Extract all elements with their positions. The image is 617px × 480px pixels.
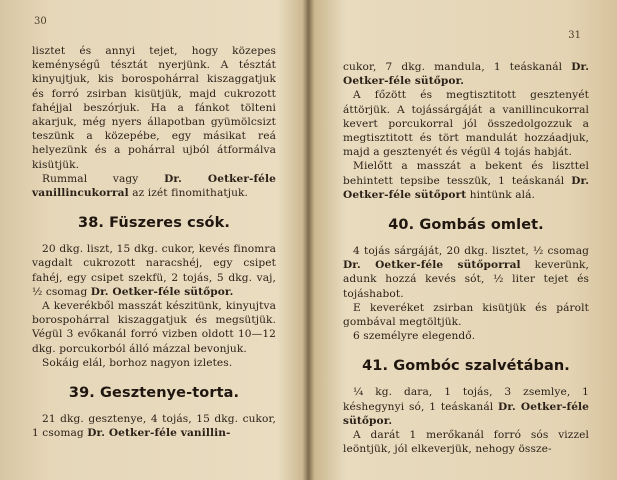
paragraph: ¼ kg. dara, 1 tojás, 3 zsemlye, 1 késhegynyi só, 1 teáskanál Dr. Oetker-féle sütőpor.	[343, 386, 590, 427]
recipe-heading-41: 41. Gombóc szalvétában.	[362, 358, 570, 375]
left-page	[0, 0, 306, 480]
recipe-heading-40: 40. Gombás omlet.	[388, 217, 544, 234]
paragraph: A darát 1 merőkanál forró sós vizzel leöntjük, jól elkeverjük, nehogy össze-	[343, 429, 589, 456]
recipe-heading-38: 38. Füszeres csók.	[78, 215, 230, 232]
paragraph: 6 személyre elegendő.	[353, 330, 476, 343]
left-page-text	[32, 44, 276, 440]
paragraph: Rummal vagy Dr. Oetker-féle vanillincukorral az izét finomithatjuk.	[32, 172, 276, 200]
paragraph: 20 dkg. liszt, 15 dkg. cukor, kevés finomra vagdalt cukrozott naracshéj, egy csipet fahéj, egy csipet szekfü, 2 tojás, 5 dkg. vaj, ½ csomag Dr. Oetker-féle sütőpor.	[32, 243, 276, 298]
paragraph: Sokáig elál, borhoz nagyon izletes.	[42, 356, 233, 369]
recipe-heading-39: 39. Gesztenye-torta.	[68, 385, 240, 402]
paragraph: 21 dkg. gesztenye, 4 tojás, 15 dkg. cukor, 1 csomag Dr. Oetker-féle vanillin-	[32, 413, 276, 440]
page-number-right: 31	[568, 30, 581, 41]
paragraph: 4 tojás sárgáját, 20 dkg. lisztet, ½ csomag Dr. Oetker-féle sütőporral keverünk, adunk hozzá kevés sót, ½ liter tejet és tojáshabot.	[343, 245, 589, 300]
paragraph: Mielőtt a masszát a bekent és liszttel behintett tepsibe tesszük, 1 teáskanál Dr. Oetker-féle sütőport hintünk alá.	[343, 160, 589, 201]
page-number-left: 30	[34, 16, 47, 27]
paragraph: lisztet és annyi tejet, hogy közepes keménységű tésztát nyerjünk. A tésztát kinyujtjuk, kis borospohárral kiszaggatjuk és forró zsirban kisütjük, majd cukrozott fahéjjal beszórjuk. Ha a fánkot tölteni akarjuk, még nyers állapotban gyümölcsizt teszünk a közepébe, egy másikat reá helyezünk és a pohárral ujból átformálva kisütjük.	[32, 45, 276, 171]
paragraph: A főzött és megtisztitott gesztenyét áttörjük. A tojássárgáját a vanillincukorral kevert porcukorral jól összedolgozzuk a megtisztitott és tört mandulát hozzáadjuk, majd a gesztenyét és végül 4 tojás habját.	[343, 89, 589, 159]
right-page	[311, 0, 617, 480]
paragraph: cukor, 7 dkg. mandula, 1 teáskanál Dr. Oetker-féle sütőpor.	[343, 61, 589, 88]
paragraph: E keveréket zsirban kisütjük és párolt gombával megtöltjük.	[343, 301, 589, 329]
right-page-text	[343, 60, 589, 456]
paragraph: A keverékből masszát készitünk, kinyujtva borospohárral kiszaggatjuk és megsütjük. Végül 3 evőkanál forró vizben oldott 10—12 dkg. porcukorból álló mázzal bevonjuk.	[32, 300, 276, 355]
